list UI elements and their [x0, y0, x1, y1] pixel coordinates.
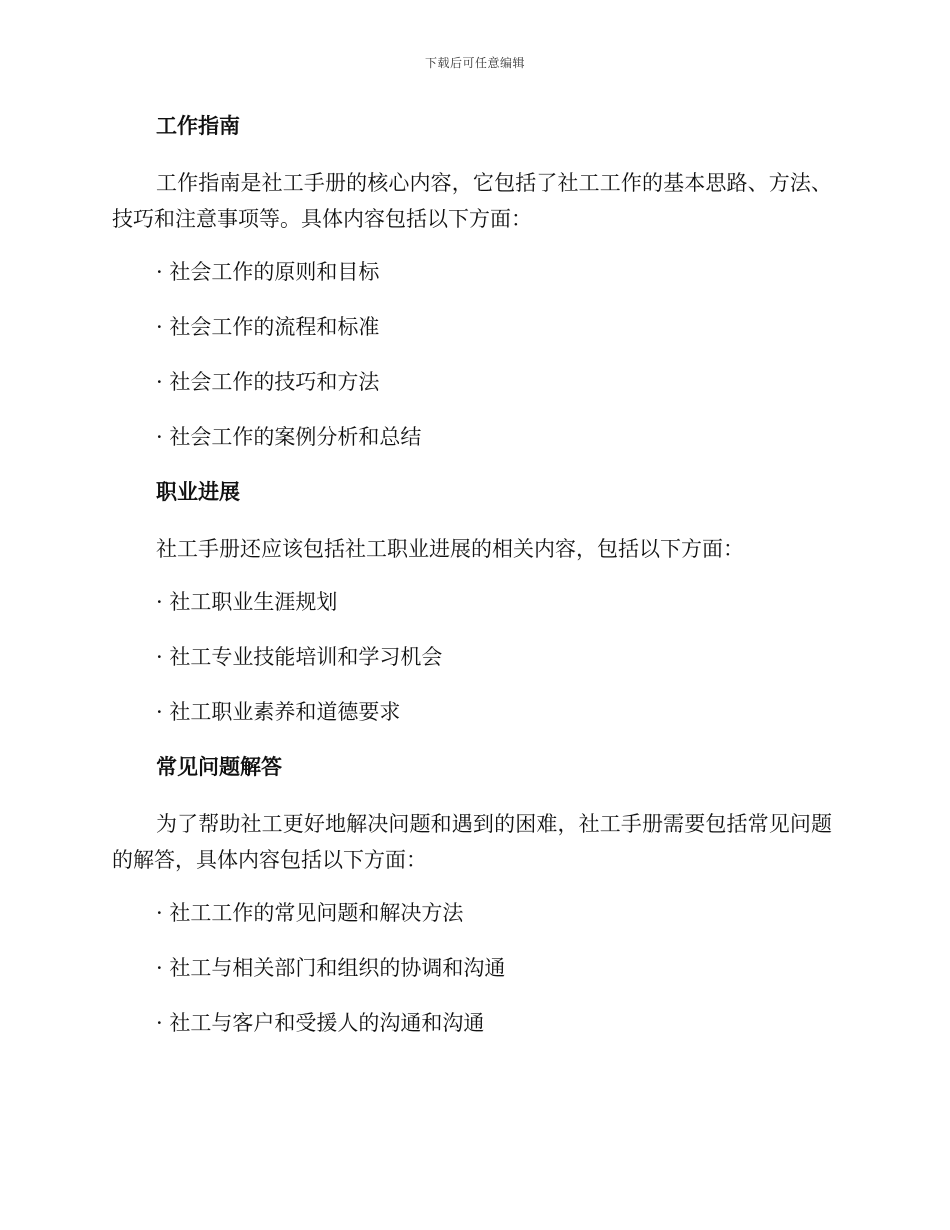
list-item: · 社工与相关部门和组织的协调和沟通: [156, 956, 506, 980]
list-item: · 社工职业素养和道德要求: [156, 700, 401, 724]
document-body: [112, 110, 832, 1062]
section-heading-faq: 常见问题解答: [156, 755, 282, 779]
section-paragraph-faq: 为了帮助社工更好地解决问题和遇到的困难，社工手册需要包括常见问题的解答，具体内容包括以下方面：: [112, 812, 832, 872]
list-item: · 社会工作的案例分析和总结: [156, 425, 422, 449]
list-item: · 社工与客户和受援人的沟通和沟通: [156, 1011, 485, 1035]
section-paragraph-career-progress: 社工手册还应该包括社工职业进展的相关内容，包括以下方面：: [156, 537, 744, 561]
list-item: · 社会工作的流程和标准: [156, 315, 380, 339]
list-item: · 社工职业生涯规划: [156, 590, 338, 614]
list-item: · 社会工作的技巧和方法: [156, 370, 380, 394]
list-item: · 社工专业技能培训和学习机会: [156, 645, 443, 669]
section-heading-career-progress: 职业进展: [156, 480, 240, 504]
list-item: · 社会工作的原则和目标: [156, 260, 380, 284]
section-paragraph-work-guide: 工作指南是社工手册的核心内容，它包括了社工工作的基本思路、方法、技巧和注意事项等。具体内容包括以下方面：: [112, 171, 832, 231]
list-item: · 社工工作的常见问题和解决方法: [156, 901, 464, 925]
page-header: 下载后可任意编辑: [424, 56, 525, 70]
section-heading-work-guide: 工作指南: [156, 114, 240, 138]
